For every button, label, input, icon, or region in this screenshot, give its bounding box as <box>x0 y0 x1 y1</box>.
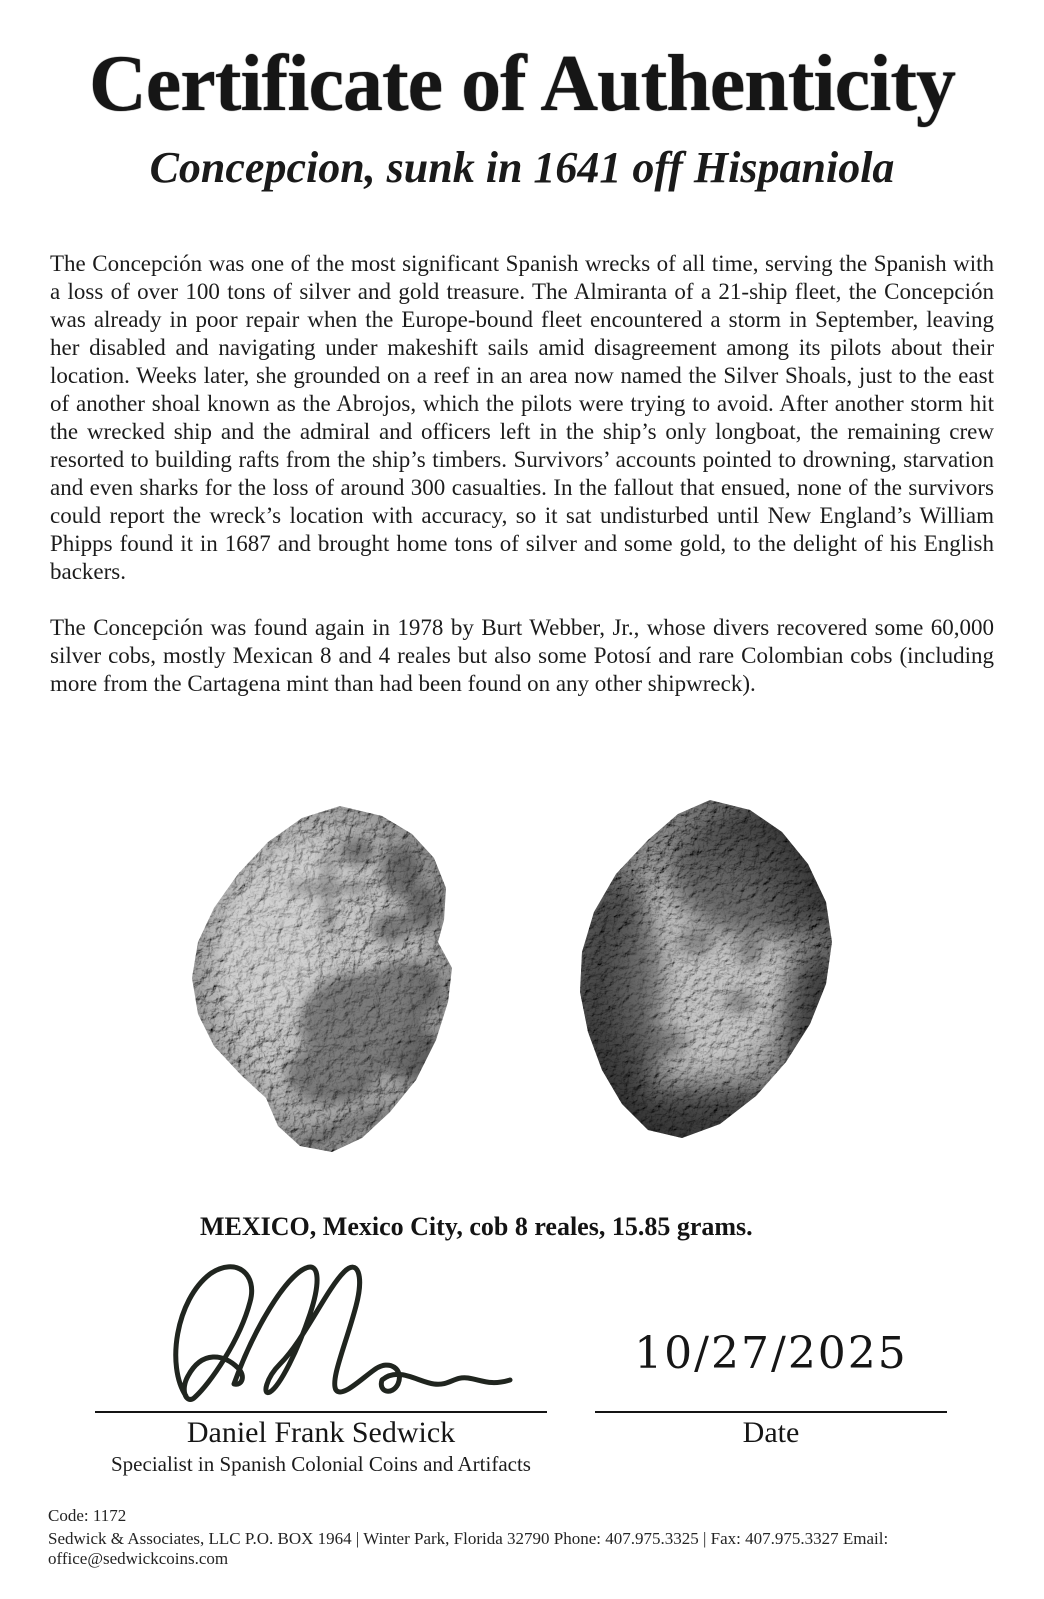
signer-role: Specialist in Spanish Colonial Coins and Artifacts <box>111 1452 531 1476</box>
coin-photos <box>150 792 894 1167</box>
certificate-title: Certificate of Authenticity <box>88 40 956 128</box>
signature-stroke <box>176 1267 510 1400</box>
certificate-body <box>50 250 994 698</box>
date-value: 10/27/2025 <box>634 1328 908 1379</box>
discovery-paragraph: The Concepción was found again in 1978 by Burt Webber, Jr., whose divers recovered some 60,000 silver cobs, mostly Mexican 8 and 4 reales but also some Potosí and rare Colombian cobs (including more from the Cartagena mint than had been found on any other shipwreck). <box>50 615 994 696</box>
footer-code: Code: 1172 <box>48 1506 127 1525</box>
certificate-subtitle: Concepcion, sunk in 1641 off Hispaniola <box>149 143 895 192</box>
coin-reverse-photo <box>578 800 860 1156</box>
signer-name: Daniel Frank Sedwick <box>186 1416 456 1449</box>
date-line <box>595 1411 947 1413</box>
signature-image <box>158 1258 530 1410</box>
coin-obverse-photo <box>192 806 452 1152</box>
date-label: Date <box>742 1416 800 1449</box>
footer-contact: Sedwick & Associates, LLC P.O. BOX 1964 | Winter Park, Florida 32790 Phone: 407.975.3325 | Fax: 407.975.3327 Email: office@sedwickcoins.com <box>48 1529 889 1568</box>
history-paragraph: The Concepción was one of the most significant Spanish wrecks of all time, serving the Spanish with a loss of over 100 tons of silver and gold treasure. The Almiranta of a 21-ship fleet, the Concepción was already in poor repair when the Europe-bound fleet encountered a storm in September, leaving her disabled and navigating under makeshift sails amid disagreement among its pilots about their location. Weeks later, she grounded on a reef in an area now named the Silver Shoals, just to the east of another shoal known as the Abrojos, which the pilots were trying to avoid. After another storm hit the wrecked ship and the admiral and officers left in the ship’s only longboat, the remaining crew resorted to building rafts from the ship’s timbers. Survivors’ accounts pointed to drowning, starvation and even sharks for the loss of around 300 casualties. In the fallout that ensued, none of the survivors could report the wreck’s location with accuracy, so it sat undisturbed until New England’s William Phipps found it in 1687 and brought home tons of silver and some gold, to the delight of his English backers. <box>50 251 994 584</box>
signer-line <box>95 1411 547 1413</box>
coin-caption: MEXICO, Mexico City, cob 8 reales, 15.85 grams. <box>200 1212 753 1241</box>
